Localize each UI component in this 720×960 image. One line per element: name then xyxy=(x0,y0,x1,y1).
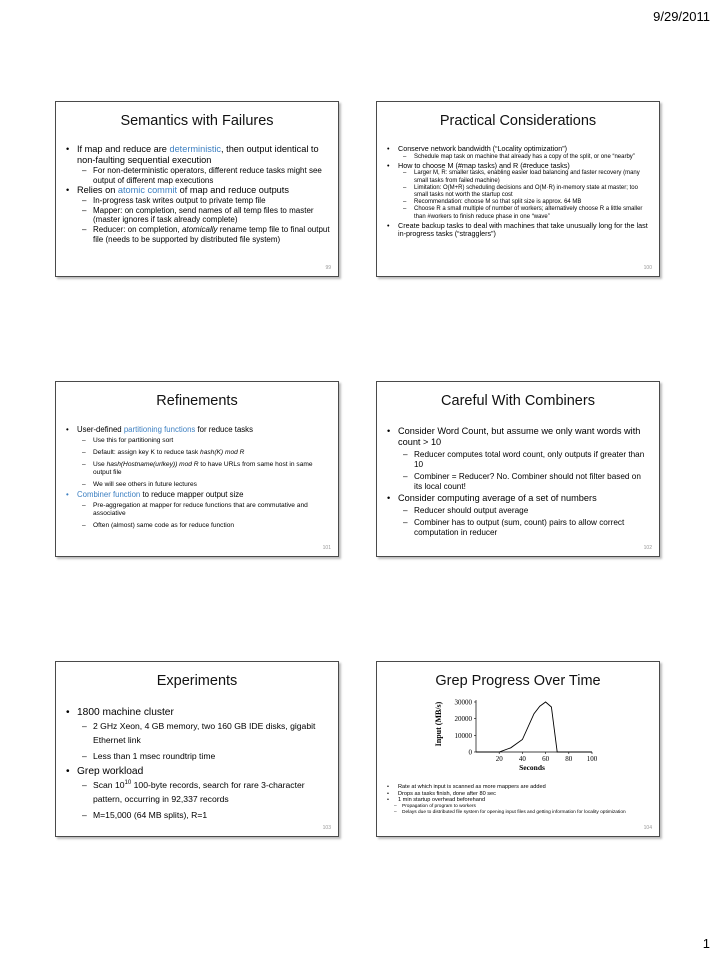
slide-experiments xyxy=(55,661,339,837)
slide-content xyxy=(387,784,651,816)
chart-series-line xyxy=(476,702,592,752)
sub-bullet: – Use this for partitioning sort xyxy=(66,437,330,445)
sub-bullet: – Combiner = Reducer? No. Combiner should not filter based on its local count! xyxy=(387,472,651,492)
chart-y-label: Input (MB/s) xyxy=(434,701,443,747)
sub-bullet: – Scan $10^{10}$ 100-byte records, search for rare 3-character pattern, occurring in 92,337 records xyxy=(66,779,330,806)
bullet: • Drops as tasks finish, done after 80 sec xyxy=(387,791,651,798)
page-number: 1 xyxy=(702,936,710,951)
bullet: • Grep workload xyxy=(66,766,330,778)
chart-y-tick-label: 20000 xyxy=(454,715,472,724)
sub-bullet: – Mapper: on completion, send names of all temp files to master (master ignores if task already complete) xyxy=(66,206,330,225)
sub-bullet: – For non-deterministic operators, different reduce tasks might see output of different map executions xyxy=(66,166,330,185)
sub-bullet: – Larger M, R: smaller tasks, enabling easier load balancing and faster recovery (many small tasks from failed machine) xyxy=(387,170,651,184)
bullet: • 1800 machine cluster xyxy=(66,707,330,719)
sub-bullet: – Often (almost) same code as for reduce function xyxy=(66,522,330,530)
sub-bullet: – Default: assign key K to reduce task hash(K) mod R xyxy=(66,449,330,457)
slide-content xyxy=(66,144,330,244)
chart-y-tick-label: 0 xyxy=(468,748,472,757)
bullet: • Conserve network bandwidth (“Locality optimization”) xyxy=(387,145,651,154)
page-date: 9/29/2011 xyxy=(653,9,710,24)
bullet: • Consider computing average of a set of numbers xyxy=(387,493,651,504)
bullet: • Combiner function to reduce mapper output size xyxy=(66,490,330,499)
slide-title: Practical Considerations xyxy=(439,113,597,129)
bullet: • How to choose M (#map tasks) and R (#reduce tasks) xyxy=(387,162,651,171)
slide-content xyxy=(66,704,330,822)
sub-bullet: – Pre-aggregation at mapper for reduce functions that are commutative and associative xyxy=(66,502,330,518)
bullet: • User-defined partitioning functions for reduce tasks xyxy=(66,425,330,434)
slide-number: 104 xyxy=(643,825,652,831)
grep-progress-chart xyxy=(432,696,597,772)
slide-semantics-with-failures xyxy=(55,101,339,277)
sub-bullet: – Limitation: O(M+R) scheduling decisions and O(M·R) in-memory state at master; too small tasks not worth the startup cost xyxy=(387,185,651,199)
highlight-term: Combiner function xyxy=(77,489,141,499)
sub-bullet: – Use hash(Hostname(urlkey)) mod R to have URLs from same host in same output file xyxy=(66,461,330,477)
sub-bullet: – In-progress task writes output to private temp file xyxy=(66,196,330,206)
slide-title: Grep Progress Over Time xyxy=(435,673,601,689)
chart-x-tick-label: 80 xyxy=(565,755,573,763)
sub-bullet: – We will see others in future lectures xyxy=(66,481,330,489)
chart-x-tick-label: 100 xyxy=(586,755,597,763)
sub-bullet: – Schedule map task on machine that already has a copy of the split, or one “nearby” xyxy=(387,154,651,161)
chart-x-label: Seconds xyxy=(519,763,545,772)
chart-x-tick-label: 60 xyxy=(542,755,550,763)
sub-bullet: – Less than 1 msec roundtrip time xyxy=(66,750,330,763)
sub-bullet: – Propagation of program to workers xyxy=(387,804,651,810)
sub-bullet: – M=15,000 (64 MB splits), R=1 xyxy=(66,809,330,822)
bullet: • If map and reduce are deterministic, then output identical to non-faulting sequential execution xyxy=(66,144,330,166)
bullet: • Create backup tasks to deal with machines that take unusually long for the last in-progress tasks (“stragglers”) xyxy=(387,222,651,239)
sub-bullet: – Choose R a small multiple of number of workers; alternatively choose R a little smaller than #workers to finish reduce phase in one “wave” xyxy=(387,206,651,220)
chart-x-tick-label: 40 xyxy=(518,755,526,763)
chart-y-tick-label: 10000 xyxy=(454,731,472,740)
sub-bullet: – Combiner has to output (sum, count) pairs to allow correct computation in reducer xyxy=(387,518,651,538)
slide-content xyxy=(387,424,651,538)
highlight-term: atomic commit xyxy=(117,185,178,196)
bullet: • Rate at which input is scanned as more mappers are added xyxy=(387,784,651,791)
sub-bullet: – Reducer should output average xyxy=(387,506,651,516)
bullet: • Relies on atomic commit of map and reduce outputs xyxy=(66,185,330,196)
slide-title: Experiments xyxy=(156,673,238,689)
highlight-term: partitioning functions xyxy=(123,425,196,434)
slide-title: Refinements xyxy=(156,393,238,409)
sub-bullet: – Reducer: on completion, atomically rename temp file to final output file (needs to be supported by distributed file system) xyxy=(66,225,330,244)
slide-number: 101 xyxy=(322,545,331,551)
sub-bullet: – Recommendation: choose M so that split size is approx. 64 MB xyxy=(387,199,651,206)
bullet: • Consider Word Count, but assume we only want words with count > 10 xyxy=(387,426,651,448)
slide-content xyxy=(387,144,651,239)
sub-bullet: – Delays due to distributed file system for opening input files and getting information for locality optimization xyxy=(387,810,651,816)
bullet: • 1 min startup overhead beforehand xyxy=(387,797,651,804)
sub-bullet: – 2 GHz Xeon, 4 GB memory, two 160 GB IDE disks, gigabit Ethernet link xyxy=(66,720,330,747)
slide-number: 102 xyxy=(643,545,652,551)
slide-number: 99 xyxy=(325,265,331,271)
slide-refinements xyxy=(55,381,339,557)
sub-bullet: – Reducer computes total word count, only outputs if greater than 10 xyxy=(387,450,651,470)
slide-number: 103 xyxy=(322,825,331,831)
slide-practical-considerations xyxy=(376,101,660,277)
slide-grep-progress xyxy=(376,661,660,837)
slide-careful-with-combiners xyxy=(376,381,660,557)
highlight-term: deterministic xyxy=(169,144,222,154)
chart-y-tick-label: 30000 xyxy=(454,698,472,707)
slide-title: Careful With Combiners xyxy=(441,393,595,409)
slide-content xyxy=(66,424,330,530)
slide-number: 100 xyxy=(643,265,652,271)
chart-x-tick-label: 20 xyxy=(495,755,503,763)
slide-title: Semantics with Failures xyxy=(120,113,274,129)
